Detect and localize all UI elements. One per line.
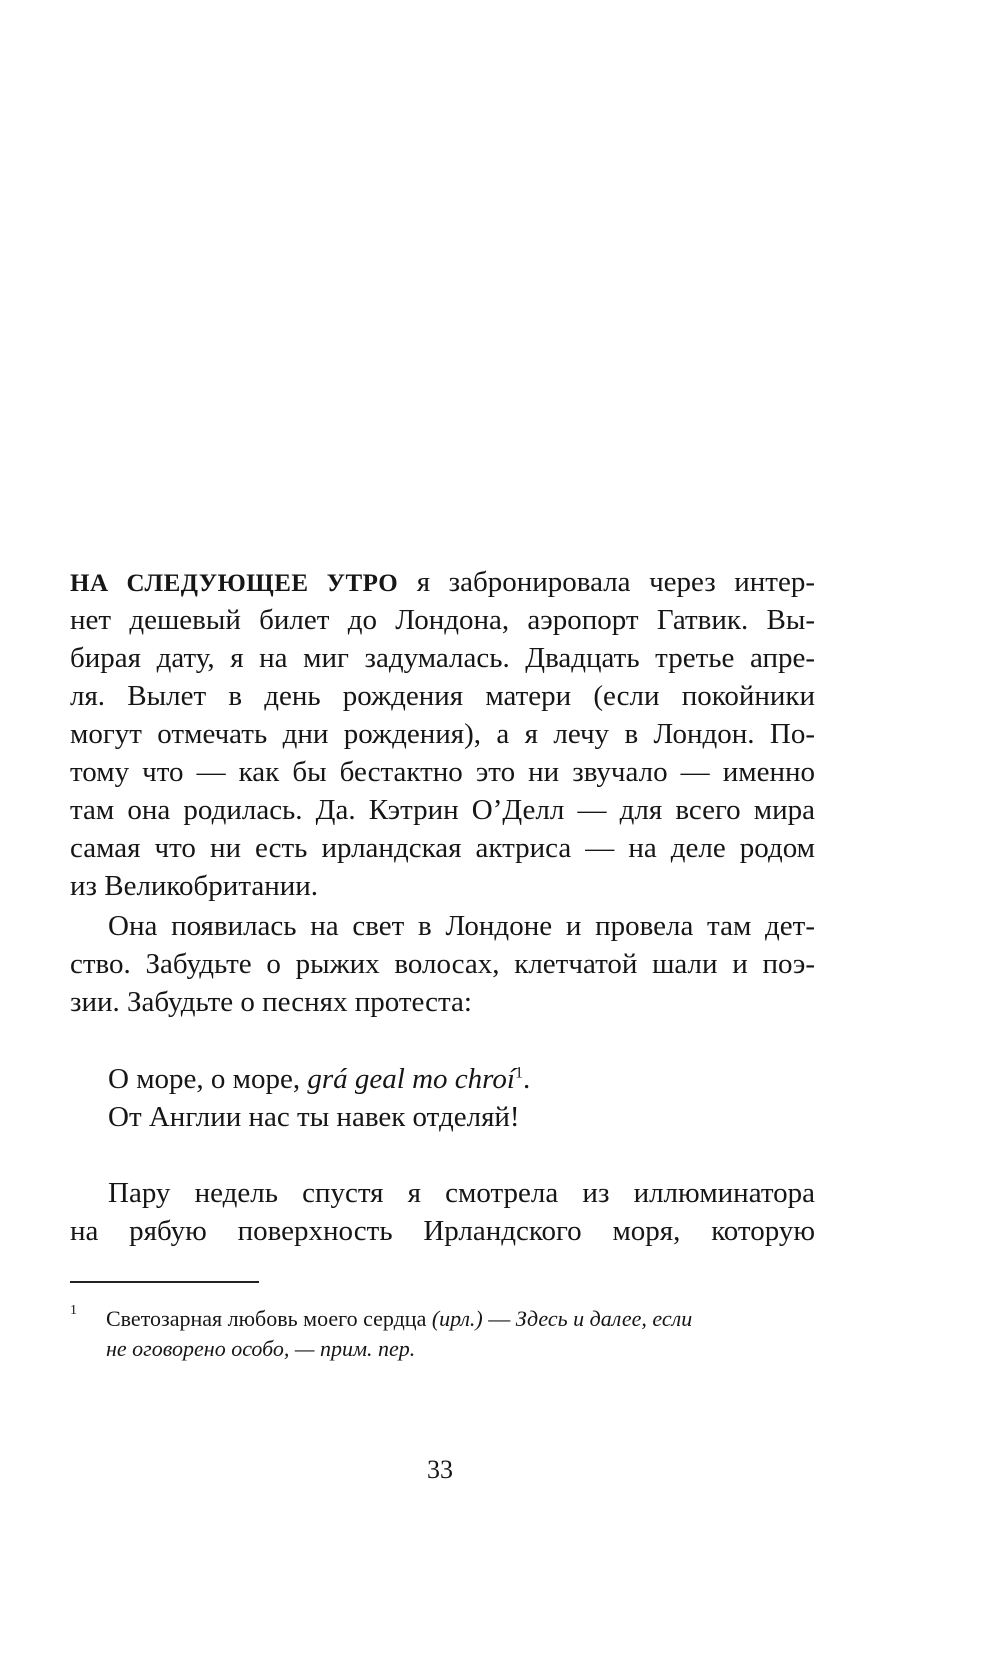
- irish-phrase: grá geal mo chroí: [307, 1063, 515, 1095]
- text-segment: Здесь и далее, если: [515, 1306, 693, 1331]
- text-line: на рябую поверхность Ирландского моря, которую: [70, 1215, 815, 1247]
- text-line: [70, 563, 815, 603]
- text-line: нет дешевый билет до Лондона, аэропорт Гатвик. Вы-: [70, 604, 815, 636]
- text-line: бирая дату, я на миг задумалась. Двадцать третье апре-: [70, 642, 815, 674]
- footnote-line: [106, 1304, 692, 1334]
- verse-punctuation: .: [522, 1063, 531, 1095]
- verse-line: [108, 1060, 815, 1098]
- footnote-line: не оговорено особо, — прим. пер.: [106, 1336, 416, 1361]
- verse-text: О море, о море,: [108, 1063, 308, 1095]
- text-line: ля. Вылет в день рождения матери (если покойники: [70, 680, 815, 712]
- text-line: самая что ни есть ирландская актриса — на деле родом: [70, 832, 815, 864]
- text-segment: —: [482, 1306, 516, 1331]
- text-segment: Светозарная любовь моего сердца: [106, 1306, 432, 1331]
- page-number: 33: [427, 1455, 453, 1484]
- text-line: Она появилась на свет в Лондоне и провела там дет-: [108, 910, 815, 942]
- text-segment: (ирл.): [431, 1306, 483, 1331]
- footnote-ref: 1: [514, 1064, 523, 1082]
- lead-in: НА СЛЕДУЮЩЕЕ УТРО: [70, 570, 399, 597]
- verse-line: От Англии нас ты навек отделяй!: [108, 1101, 520, 1133]
- footnote-divider: [70, 1281, 259, 1283]
- text-line: могут отмечать дни рождения), а я лечу в Лондон. По-: [70, 718, 815, 750]
- text-line: ство. Забудьте о рыжих волосах, клетчатой шали и поэ-: [70, 948, 815, 980]
- text-line: Пару недель спустя я смотрела из иллюминатора: [108, 1177, 815, 1209]
- text-segment: я забронировала через интер-: [398, 566, 815, 598]
- text-line: из Великобритании.: [70, 870, 319, 902]
- text-line: там она родилась. Да. Кэтрин О’Делл — для всего мира: [70, 794, 815, 826]
- footnote-number: 1: [70, 1303, 77, 1318]
- text-line: зии. Забудьте о песнях протеста:: [70, 986, 472, 1018]
- text-line: тому что — как бы бестактно это ни звучало — именно: [70, 756, 815, 788]
